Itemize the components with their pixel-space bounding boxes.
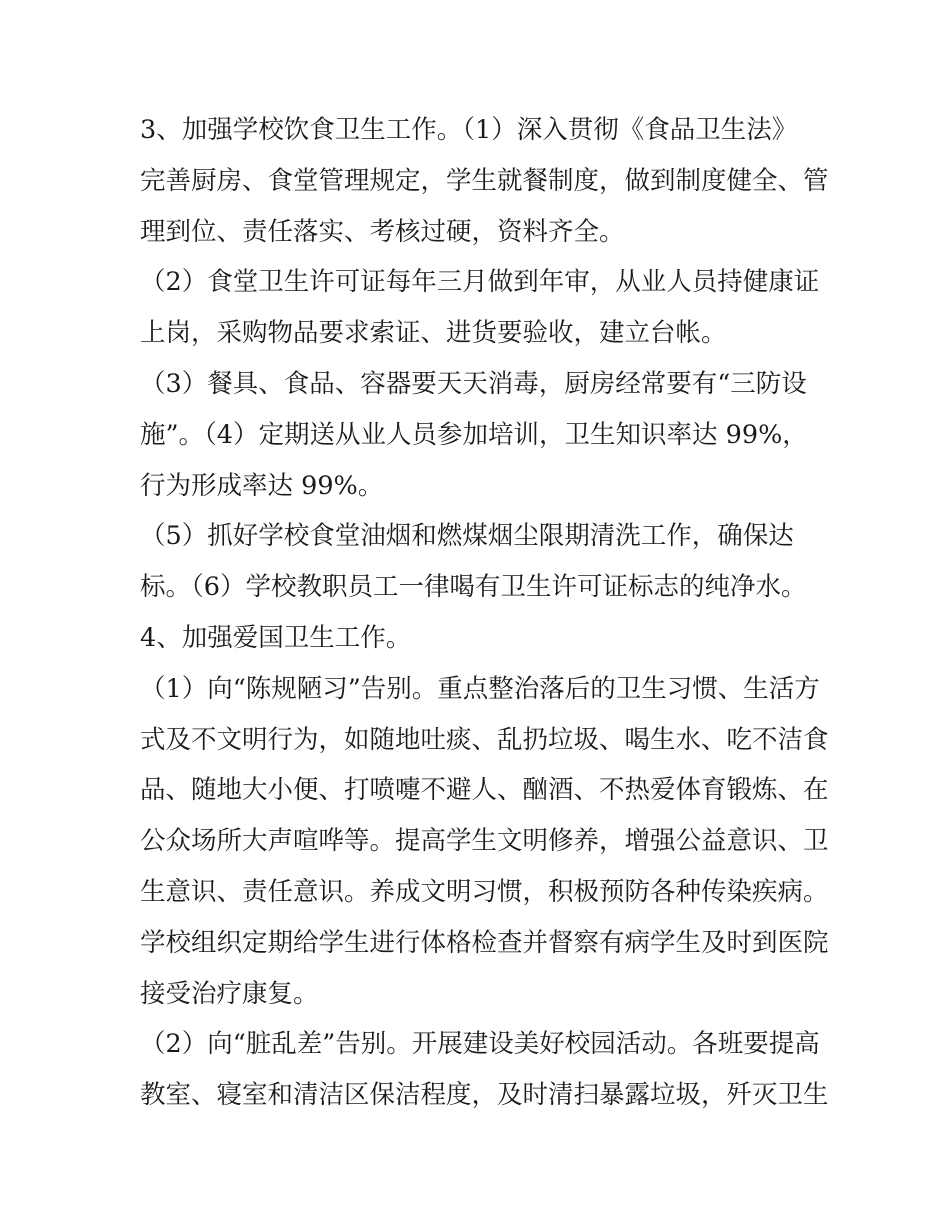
text-line: 施”。（4）定期送从业人员参加培训，卫生知识率达 99%， [140, 419, 808, 450]
text-line: （2）向“脏乱差”告别。开展建设美好校园活动。各班要提高 [140, 1029, 820, 1060]
text-line: 理到位、责任落实、考核过硬，资料齐全。 [140, 216, 625, 247]
text-line: 接受治疗康复。 [140, 978, 319, 1009]
text-line: （3）餐具、食品、容器要天天消毒，厨房经常要有“三防设 [140, 368, 807, 399]
text-line: （1）向“陈规陋习”告别。重点整治落后的卫生习惯、生活方 [140, 673, 820, 704]
text-line: 式及不文明行为，如随地吐痰、乱扔垃圾、喝生水、吃不洁食 [140, 724, 829, 755]
text-line: 生意识、责任意识。养成文明习惯，积极预防各种传染疾病。 [140, 876, 829, 907]
text-line: （2）食堂卫生许可证每年三月做到年审，从业人员持健康证 [140, 267, 820, 298]
text-line: 教室、寝室和清洁区保洁程度，及时清扫暴露垃圾，歼灭卫生 [140, 1080, 829, 1111]
text-line: 公众场所大声喧哗等。提高学生文明修养，增强公益意识、卫 [140, 826, 829, 857]
text-line: 学校组织定期给学生进行体格检查并督察有病学生及时到医院 [140, 927, 829, 958]
text-line: 3、加强学校饮食卫生工作。（1）深入贯彻《食品卫生法》 [140, 115, 798, 145]
text-line: 行为形成率达 99%。 [140, 470, 384, 501]
section-heading: 4、加强爱国卫生工作。 [140, 622, 412, 653]
document-body [140, 105, 830, 1121]
text-line: 完善厨房、食堂管理规定，学生就餐制度，做到制度健全、管 [140, 165, 829, 196]
text-line: 上岗，采购物品要求索证、进货要验收，建立台帐。 [140, 318, 727, 349]
text-line: 标。（6）学校教职员工一律喝有卫生许可证标志的纯净水。 [140, 572, 807, 603]
text-line: 品、随地大小便、打喷嚏不避人、酗酒、不热爱体育锻炼、在 [140, 775, 829, 806]
text-line: （5）抓好学校食堂油烟和燃煤烟尘限期清洗工作，确保达 [140, 521, 794, 552]
